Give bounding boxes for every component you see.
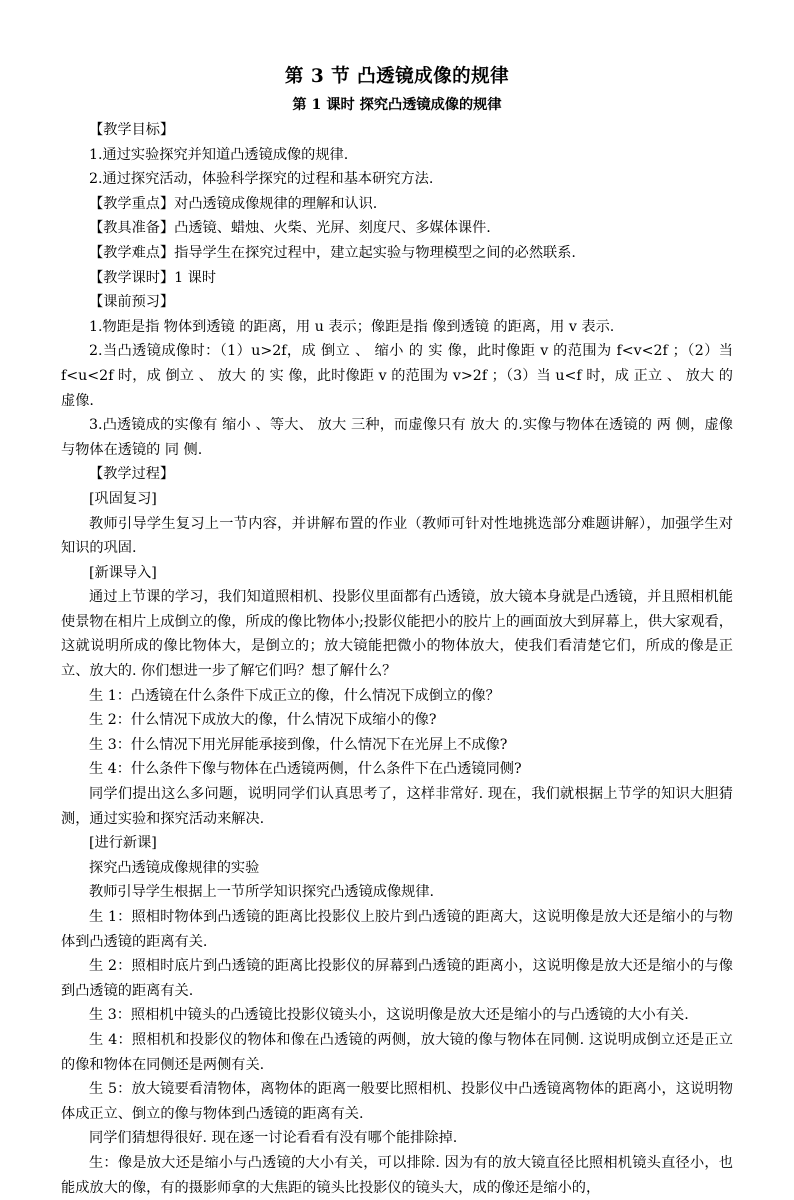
preview-item-1: 1.物距是指 物体到透镜 的距离，用 u 表示；像距是指 像到透镜 的距离，用 v 表示. xyxy=(89,318,615,335)
introduction-paragraph: 通过上节课的学习，我们知道照相机、投影仪里面都有凸透镜，放大镜本身就是凸透镜，并且照相机能使景物在相片上成倒立的像，所成的像比物体小;投影仪能把小的胶片上的画面放大到屏幕上，供大家观看，这就说明所成的像比物体大，是倒立的；放大镜能把微小的物体放大，使我们看清楚它们，所成的像是正立、放大的. 你们想进一步了解它们吗？想了解什么？ xyxy=(61,589,733,680)
document-subtitle: 第 1 课时 探究凸透镜成像的规律 xyxy=(292,97,502,113)
document-title: 第 3 节 凸透镜成像的规律 xyxy=(284,66,510,87)
preview-item-3: 3.凸透镜成的实像有 缩小 、等大、 放大 三种，而虚像只有 放大 的.实像与物体在透镜的 两 侧，虚像与物体在透镜的 同 侧. xyxy=(61,417,733,458)
student-question-3: 生 3：什么情况下用光屏能承接到像，什么情况下在光屏上不成像? xyxy=(89,736,508,753)
section-heading-objectives: 【教学目标】 xyxy=(89,122,175,138)
student-question-2: 生 2：什么情况下成放大的像，什么情况下成缩小的像? xyxy=(89,712,437,729)
objective-item-2: 2.通过探究活动，体验科学探究的过程和基本研究方法. xyxy=(89,171,434,188)
review-paragraph: 教师引导学生复习上一节内容，并讲解布置的作业（教师可针对性地挑选部分难题讲解），加强学生对知识的巩固. xyxy=(61,515,733,557)
student-guess-3: 生 3：照相机中镜头的凸透镜比投影仪镜头小，这说明像是放大还是缩小的与凸透镜的大小有关. xyxy=(89,1007,689,1024)
student-guess-4: 生 4：照相机和投影仪的物体和像在凸透镜的两侧，放大镜的像与物体在同侧. 这说明成倒立还是正立的像和物体在同侧还是两侧有关. xyxy=(61,1031,733,1073)
key-points: 【教学重点】对凸透镜成像规律的理解和认识. xyxy=(89,195,378,212)
subsection-review: [巩固复习] xyxy=(89,490,157,507)
difficult-points: 【教学难点】指导学生在探究过程中，建立起实验与物理模型之间的必然联系. xyxy=(89,244,576,261)
class-hours: 【教学课时】1 课时 xyxy=(89,269,217,286)
subsection-introduction: [新课导入] xyxy=(89,564,157,581)
teaching-aids: 【教具准备】凸透镜、蜡烛、火柴、光屏、刻度尺、多媒体课件. xyxy=(89,220,491,237)
student-question-1: 生 1：凸透镜在什么条件下成正立的像，什么情况下成倒立的像？ xyxy=(89,687,500,704)
student-guess-5: 生 5：放大镜要看清物体，离物体的距离一般要比照相机、投影仪中凸透镜离物体的距离小，这说明物体成正立、倒立的像与物体到凸透镜的距离有关. xyxy=(61,1081,733,1122)
section-heading-process: 【教学过程】 xyxy=(89,466,175,483)
experiment-heading: 探究凸透镜成像规律的实验 xyxy=(89,859,260,876)
preview-item-2: 2.当凸透镜成像时：（1）u>2f，成 倒立 、 缩小 的 实 像，此时像距 v 的范围为 f<v<2f ；（2）当 f<u<2f 时，成 倒立 、 放大 的 实 像，此时像距 v 的范围为 v>2f ；（3）当 u<f 时，成 正立 、 放大 的 虚像. xyxy=(61,343,733,409)
student-analysis-paragraph: 生：像是放大还是缩小与凸透镜的大小有关，可以排除. 因为有的放大镜直径比照相机镜头直径小，也能成放大的像，有的摄影师拿的大焦距的镜头比投影仪的镜头大，成的像还是缩小的， xyxy=(61,1154,733,1196)
document-page xyxy=(61,62,733,1200)
objective-item-1: 1.通过实验探究并知道凸透镜成像的规律. xyxy=(89,146,349,163)
student-guess-1: 生 1：照相时物体到凸透镜的距离比投影仪上胶片到凸透镜的距离大，这说明像是放大还是缩小的与物体到凸透镜的距离有关. xyxy=(61,909,733,950)
subsection-new-lesson: [进行新课] xyxy=(89,835,157,852)
teacher-guide-paragraph: 教师引导学生根据上一节所学知识探究凸透镜成像规律. xyxy=(89,884,435,901)
student-guess-2: 生 2：照相时底片到凸透镜的距离比投影仪的屏幕到凸透镜的距离小，这说明像是放大还是缩小的与像到凸透镜的距离有关. xyxy=(61,958,733,999)
discussion-paragraph: 同学们猜想得很好. 现在逐一讨论看看有没有哪个能排除掉. xyxy=(89,1130,458,1147)
section-heading-preview: 【课前预习】 xyxy=(89,294,175,311)
teacher-response-paragraph: 同学们提出这么多问题，说明同学们认真思考了，这样非常好. 现在，我们就根据上节学的知识大胆猜测，通过实验和探究活动来解决. xyxy=(61,786,733,827)
student-question-4: 生 4：什么条件下像与物体在凸透镜两侧，什么条件下在凸透镜同侧? xyxy=(89,761,522,778)
